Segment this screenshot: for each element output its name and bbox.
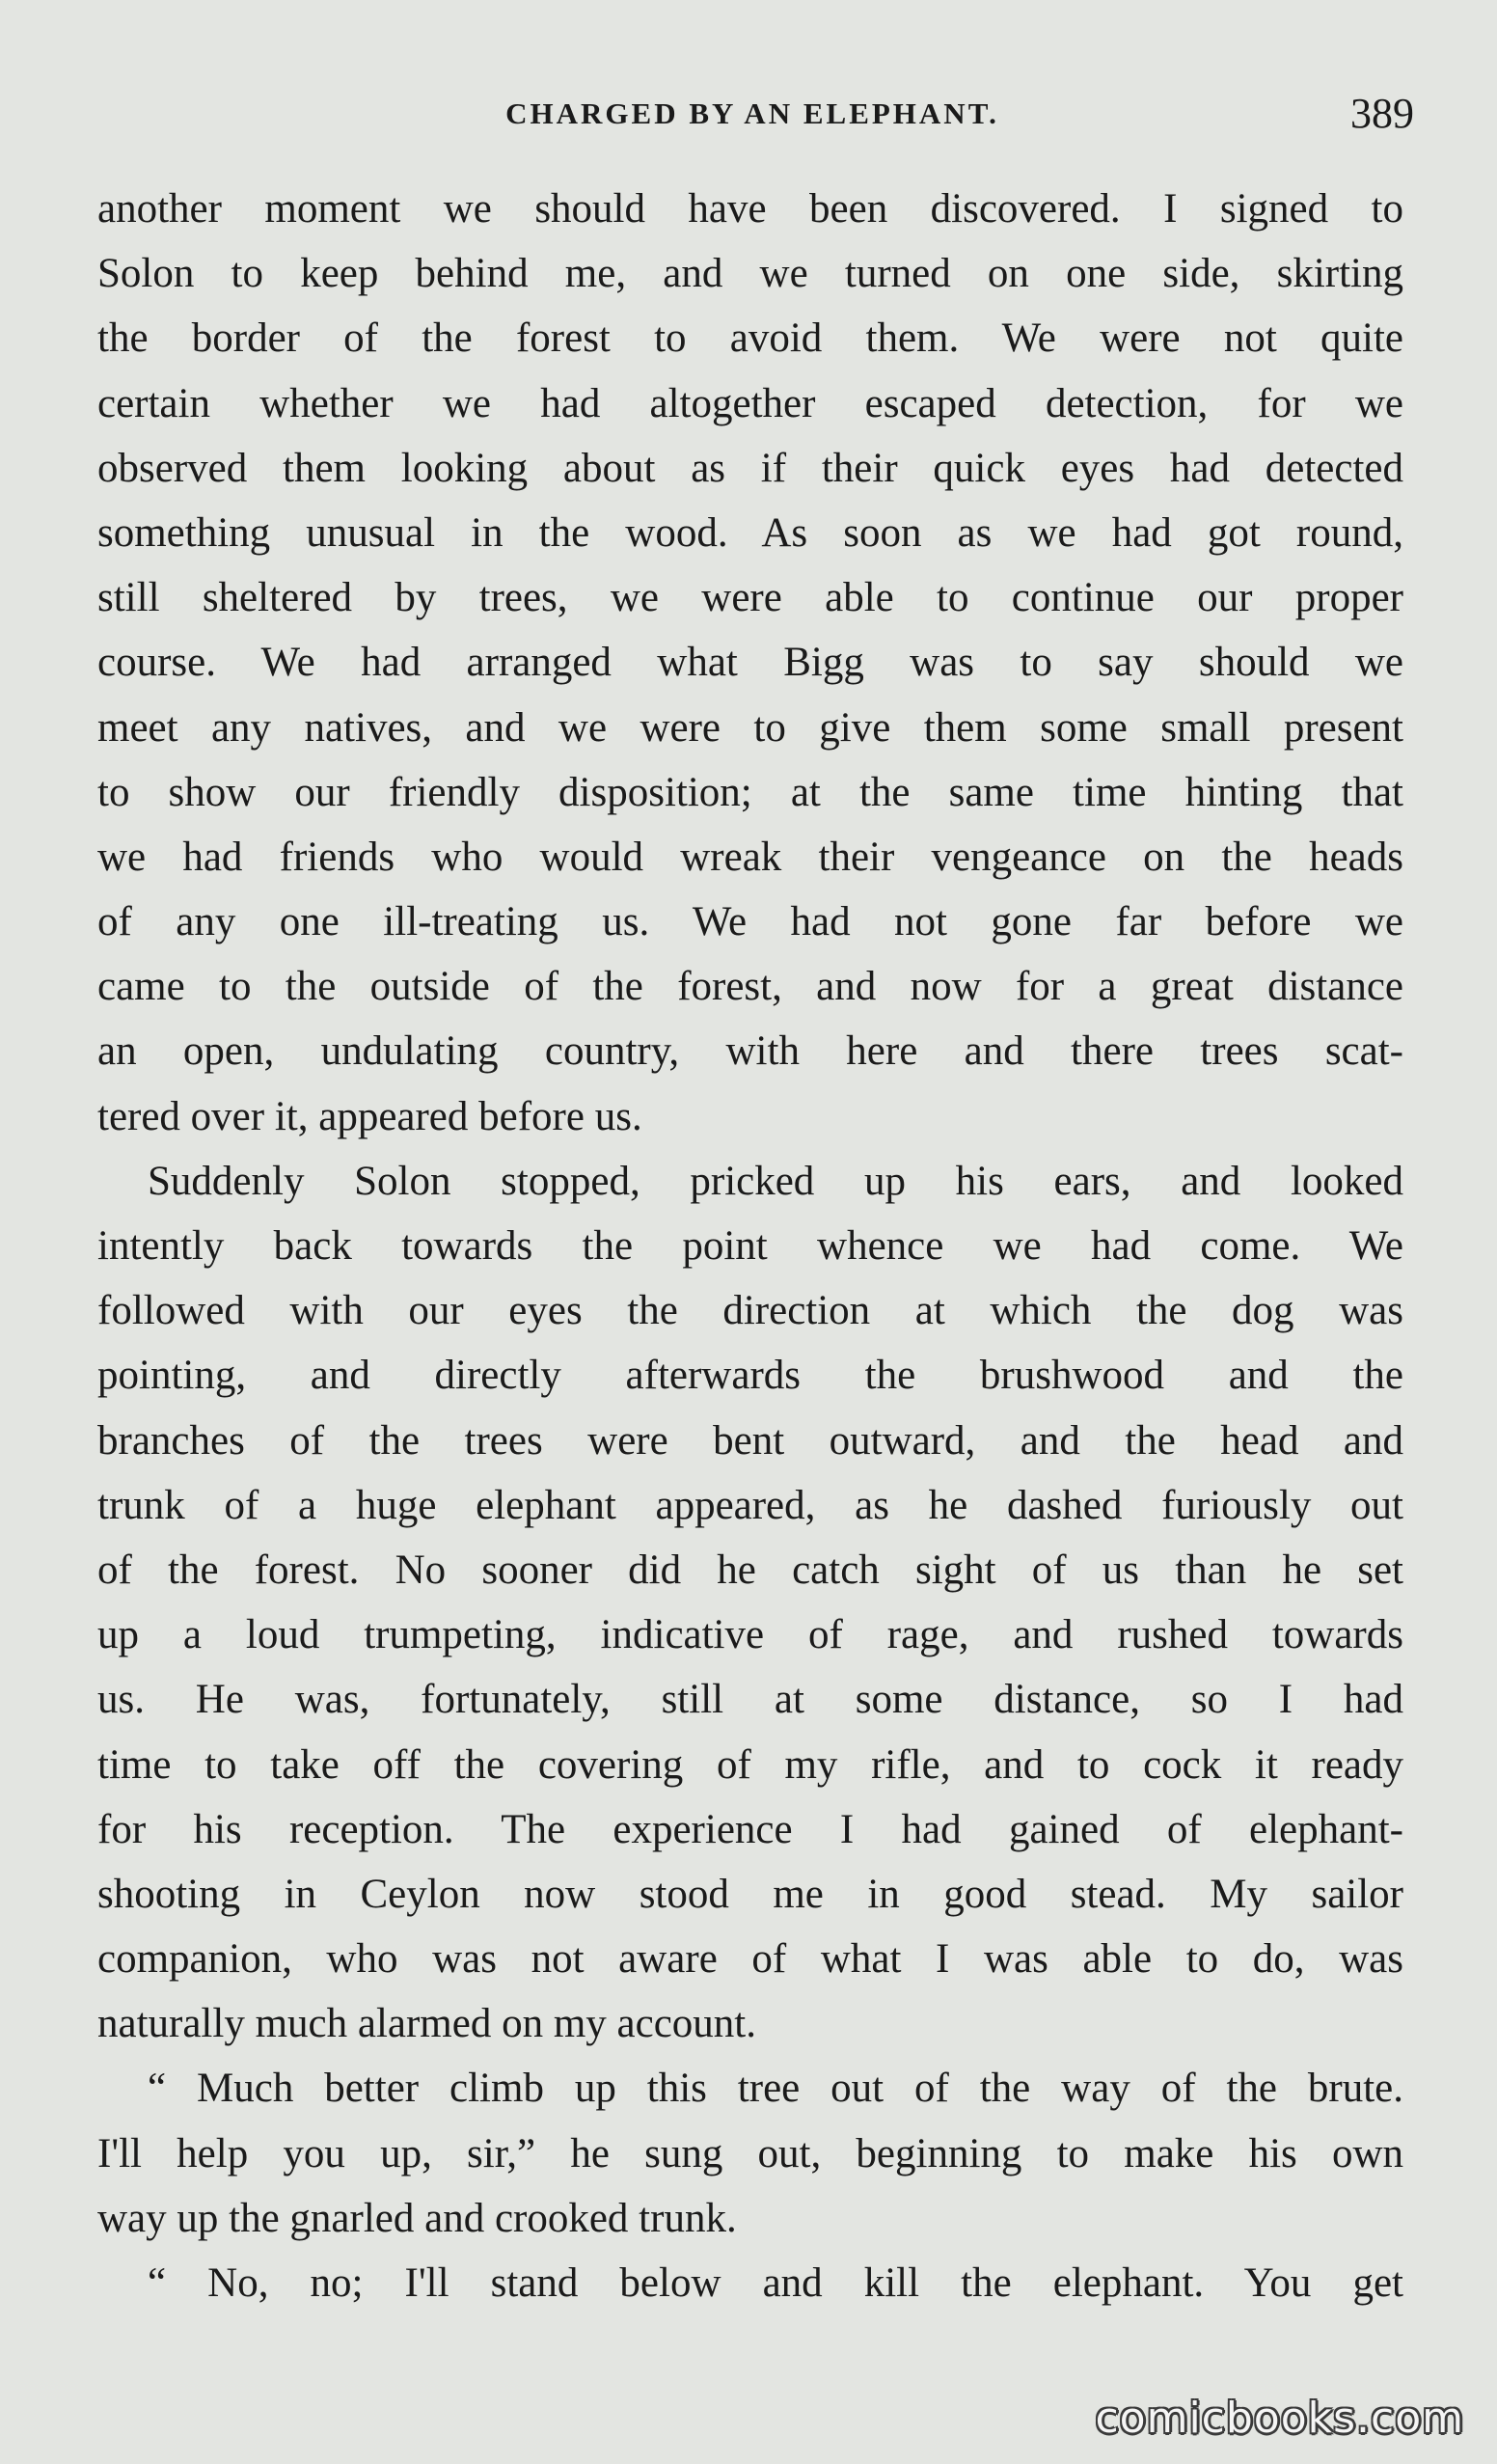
text-line: for his reception. The experience I had gained of elephant- xyxy=(97,1806,1403,1852)
text-line: “ No, no; I'll stand below and kill the elephant. You get xyxy=(148,2260,1403,2306)
text-line: meet any natives, and we were to give them some small present xyxy=(97,704,1403,751)
text-line: we had friends who would wreak their vengeance on the heads xyxy=(97,834,1403,880)
body-text xyxy=(97,177,1403,2315)
text-line: Solon to keep behind me, and we turned on one side, skirting xyxy=(97,251,1403,297)
text-line: of the forest. No sooner did he catch sight of us than he set xyxy=(97,1547,1403,1593)
text-line: I'll help you up, sir,” he sung out, beginning to make his own xyxy=(97,2130,1403,2177)
text-line: still sheltered by trees, we were able to continue our proper xyxy=(97,575,1403,621)
text-line: intently back towards the point whence we had come. We xyxy=(97,1223,1403,1269)
text-line: “ Much better climb up this tree out of the way of the brute. xyxy=(148,2066,1403,2112)
text-line: certain whether we had altogether escaped detection, for we xyxy=(97,380,1403,426)
text-line: observed them looking about as if their quick eyes had detected xyxy=(97,445,1403,491)
text-line: companion, who was not aware of what I was able to do, was xyxy=(97,1936,1403,1983)
text-line: the border of the forest to avoid them. We were not quite xyxy=(97,315,1403,362)
text-line: pointing, and directly afterwards the brushwood and the xyxy=(97,1353,1403,1399)
text-line: us. He was, fortunately, still at some distance, so I had xyxy=(97,1677,1403,1723)
text-line: another moment we should have been discovered. I signed to xyxy=(97,186,1403,232)
text-line: shooting in Ceylon now stood me in good stead. My sailor xyxy=(97,1871,1403,1917)
text-line: Suddenly Solon stopped, pricked up his ears, and looked xyxy=(148,1158,1403,1204)
text-line: course. We had arranged what Bigg was to say should we xyxy=(97,640,1403,686)
text-line: to show our friendly disposition; at the same time hinting that xyxy=(97,769,1403,815)
text-line: came to the outside of the forest, and now for a great distance xyxy=(97,964,1403,1010)
text-line: up a loud trumpeting, indicative of rage, and rushed towards xyxy=(97,1612,1403,1658)
text-line: tered over it, appeared before us. xyxy=(97,1093,642,1139)
text-line: an open, undulating country, with here and there trees scat- xyxy=(97,1028,1403,1075)
page-header xyxy=(96,89,1414,147)
text-line: way up the gnarled and crooked trunk. xyxy=(97,2195,737,2241)
text-line: naturally much alarmed on my account. xyxy=(97,2001,756,2047)
text-line: something unusual in the wood. As soon as we had got round, xyxy=(97,509,1403,556)
text-line: trunk of a huge elephant appeared, as he dashed furiously out xyxy=(97,1482,1403,1528)
running-title: CHARGED BY AN ELEPHANT. xyxy=(505,96,999,130)
text-line: time to take off the covering of my rifle, and to cock it ready xyxy=(97,1741,1403,1788)
watermark: comicbooks.com xyxy=(1095,2394,1464,2443)
text-line: followed with our eyes the direction at which the dog was xyxy=(97,1288,1403,1334)
text-line: of any one ill-treating us. We had not gone far before we xyxy=(97,899,1403,945)
text-line: branches of the trees were bent outward, and the head and xyxy=(97,1417,1403,1464)
page-number: 389 xyxy=(1350,90,1414,137)
